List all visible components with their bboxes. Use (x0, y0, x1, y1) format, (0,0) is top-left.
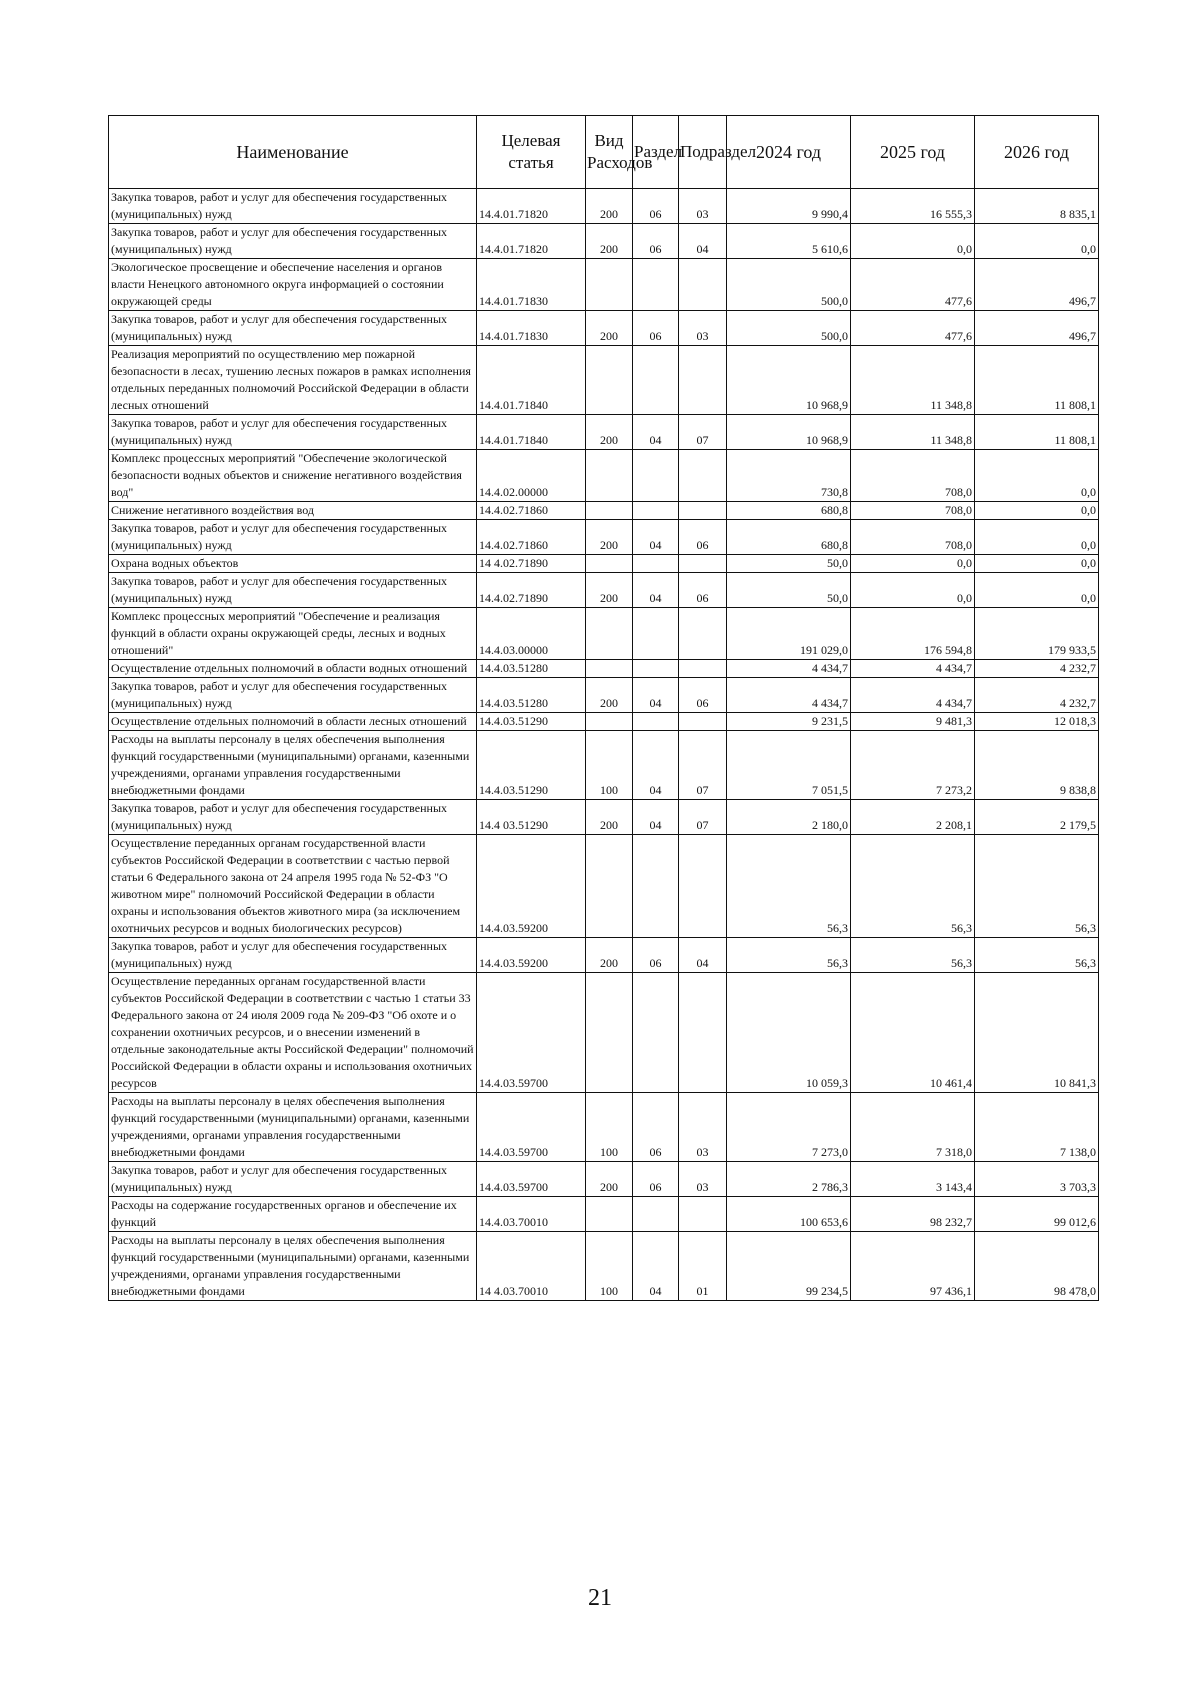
cell-name: Осуществление отдельных полномочий в области водных отношений (109, 660, 477, 678)
cell-expense-type: 200 (586, 678, 633, 713)
cell-subsection (679, 713, 727, 731)
cell-section: 06 (633, 938, 679, 973)
cell-2024: 9 990,4 (727, 189, 851, 224)
table-header (109, 116, 1099, 189)
cell-target-code: 14.4.02.71890 (477, 573, 586, 608)
cell-section: 04 (633, 415, 679, 450)
cell-2024: 9 231,5 (727, 713, 851, 731)
cell-expense-type (586, 450, 633, 502)
cell-section (633, 502, 679, 520)
cell-section: 04 (633, 800, 679, 835)
cell-2024: 191 029,0 (727, 608, 851, 660)
cell-2026: 179 933,5 (975, 608, 1099, 660)
cell-subsection: 07 (679, 800, 727, 835)
table-row (109, 835, 1099, 938)
cell-2025: 708,0 (851, 450, 975, 502)
cell-2026: 56,3 (975, 835, 1099, 938)
cell-2024: 7 273,0 (727, 1093, 851, 1162)
cell-2024: 100 653,6 (727, 1197, 851, 1232)
cell-name: Экологическое просвещение и обеспечение населения и органов власти Ненецкого автономного округа информацией о состоянии окружающей среды (109, 259, 477, 311)
cell-name: Закупка товаров, работ и услуг для обеспечения государственных (муниципальных) нужд (109, 573, 477, 608)
cell-expense-type: 200 (586, 800, 633, 835)
cell-subsection (679, 555, 727, 573)
header-target: Целевая статья (477, 116, 586, 189)
cell-section: 04 (633, 520, 679, 555)
cell-target-code: 14.4.02.00000 (477, 450, 586, 502)
cell-subsection (679, 1197, 727, 1232)
cell-expense-type (586, 1197, 633, 1232)
cell-name: Закупка товаров, работ и услуг для обеспечения государственных (муниципальных) нужд (109, 938, 477, 973)
cell-2026: 12 018,3 (975, 713, 1099, 731)
cell-2026: 0,0 (975, 450, 1099, 502)
cell-name: Закупка товаров, работ и услуг для обеспечения государственных (муниципальных) нужд (109, 678, 477, 713)
cell-name: Расходы на выплаты персоналу в целях обеспечения выполнения функций государственными (муниципальными) органами, казенными учреждениями, органами управления государственными внебюджетными фондами (109, 731, 477, 800)
cell-2025: 11 348,8 (851, 415, 975, 450)
header-2026: 2026 год (975, 116, 1099, 189)
cell-section (633, 608, 679, 660)
cell-2025: 16 555,3 (851, 189, 975, 224)
cell-2026: 3 703,3 (975, 1162, 1099, 1197)
cell-expense-type: 200 (586, 415, 633, 450)
cell-target-code: 14.4.03.51290 (477, 713, 586, 731)
cell-target-code: 14.4.02.71860 (477, 520, 586, 555)
cell-expense-type (586, 835, 633, 938)
cell-2024: 730,8 (727, 450, 851, 502)
cell-name: Осуществление отдельных полномочий в области лесных отношений (109, 713, 477, 731)
cell-section: 06 (633, 224, 679, 259)
cell-expense-type: 200 (586, 189, 633, 224)
cell-expense-type (586, 713, 633, 731)
table-row (109, 1197, 1099, 1232)
cell-name: Закупка товаров, работ и услуг для обеспечения государственных (муниципальных) нужд (109, 800, 477, 835)
cell-section: 06 (633, 311, 679, 346)
cell-expense-type (586, 608, 633, 660)
cell-2024: 2 180,0 (727, 800, 851, 835)
cell-2025: 97 436,1 (851, 1232, 975, 1301)
table-row (109, 573, 1099, 608)
cell-subsection (679, 608, 727, 660)
cell-target-code: 14.4.02.71860 (477, 502, 586, 520)
table-body (109, 189, 1099, 1301)
cell-expense-type (586, 502, 633, 520)
budget-table (108, 115, 1099, 1301)
cell-2024: 56,3 (727, 938, 851, 973)
cell-2026: 2 179,5 (975, 800, 1099, 835)
cell-2026: 10 841,3 (975, 973, 1099, 1093)
cell-name: Закупка товаров, работ и услуг для обеспечения государственных (муниципальных) нужд (109, 311, 477, 346)
cell-target-code: 14.4.03.51280 (477, 660, 586, 678)
table-row (109, 731, 1099, 800)
cell-subsection (679, 450, 727, 502)
cell-2025: 708,0 (851, 502, 975, 520)
cell-expense-type (586, 973, 633, 1093)
page-number: 21 (588, 1585, 612, 1611)
cell-2025: 10 461,4 (851, 973, 975, 1093)
cell-name: Закупка товаров, работ и услуг для обеспечения государственных (муниципальных) нужд (109, 189, 477, 224)
cell-2025: 0,0 (851, 555, 975, 573)
table-row (109, 938, 1099, 973)
cell-2024: 50,0 (727, 573, 851, 608)
table-row (109, 678, 1099, 713)
cell-section (633, 660, 679, 678)
table-row (109, 189, 1099, 224)
cell-2026: 0,0 (975, 224, 1099, 259)
cell-section (633, 973, 679, 1093)
cell-subsection: 07 (679, 415, 727, 450)
cell-2025: 7 318,0 (851, 1093, 975, 1162)
cell-2024: 7 051,5 (727, 731, 851, 800)
table-row (109, 259, 1099, 311)
cell-2024: 680,8 (727, 520, 851, 555)
header-section: Раздел (633, 116, 679, 189)
cell-expense-type: 200 (586, 1162, 633, 1197)
cell-2024: 5 610,6 (727, 224, 851, 259)
cell-2024: 10 059,3 (727, 973, 851, 1093)
cell-2024: 500,0 (727, 311, 851, 346)
table-row (109, 311, 1099, 346)
header-2024: 2024 год (727, 116, 851, 189)
cell-section (633, 713, 679, 731)
cell-2025: 2 208,1 (851, 800, 975, 835)
cell-expense-type (586, 259, 633, 311)
cell-2024: 2 786,3 (727, 1162, 851, 1197)
table-row (109, 1232, 1099, 1301)
cell-name: Комплекс процессных мероприятий "Обеспечение и реализация функций в области охраны окружающей среды, лесных и водных отношений" (109, 608, 477, 660)
cell-2026: 496,7 (975, 259, 1099, 311)
cell-subsection: 04 (679, 224, 727, 259)
cell-target-code: 14.4.01.71840 (477, 415, 586, 450)
cell-2025: 56,3 (851, 938, 975, 973)
cell-2025: 477,6 (851, 259, 975, 311)
cell-name: Закупка товаров, работ и услуг для обеспечения государственных (муниципальных) нужд (109, 224, 477, 259)
cell-2024: 10 968,9 (727, 346, 851, 415)
cell-subsection: 07 (679, 731, 727, 800)
header-subsection: Подраздел (679, 116, 727, 189)
cell-section (633, 346, 679, 415)
cell-2026: 0,0 (975, 573, 1099, 608)
cell-name: Осуществление переданных органам государственной власти субъектов Российской Федерации в соответствии с частью 1 статьи 33 Федерального закона от 24 июля 2009 года № 209-ФЗ "Об охоте и о сохранении охотничьих ресурсов, и о внесении изменений в отдельные законодательные акты Российской Федерации" полномочий Российской Федерации в области охраны и использования охотничьих ресурсов (109, 973, 477, 1093)
cell-2025: 0,0 (851, 573, 975, 608)
cell-2025: 708,0 (851, 520, 975, 555)
cell-name: Закупка товаров, работ и услуг для обеспечения государственных (муниципальных) нужд (109, 520, 477, 555)
cell-expense-type: 200 (586, 520, 633, 555)
cell-2024: 99 234,5 (727, 1232, 851, 1301)
cell-2026: 0,0 (975, 502, 1099, 520)
cell-section: 04 (633, 573, 679, 608)
cell-section: 06 (633, 189, 679, 224)
cell-2026: 98 478,0 (975, 1232, 1099, 1301)
table-row (109, 555, 1099, 573)
cell-subsection: 03 (679, 1093, 727, 1162)
cell-name: Комплекс процессных мероприятий "Обеспечение экологической безопасности водных объектов и снижение негативного воздействия вод" (109, 450, 477, 502)
cell-2026: 0,0 (975, 520, 1099, 555)
cell-2025: 3 143,4 (851, 1162, 975, 1197)
cell-subsection: 06 (679, 520, 727, 555)
cell-expense-type: 100 (586, 1232, 633, 1301)
cell-subsection: 01 (679, 1232, 727, 1301)
cell-target-code: 14.4.01.71840 (477, 346, 586, 415)
cell-2026: 8 835,1 (975, 189, 1099, 224)
cell-name: Расходы на содержание государственных органов и обеспечение их функций (109, 1197, 477, 1232)
cell-2025: 4 434,7 (851, 660, 975, 678)
cell-subsection: 06 (679, 678, 727, 713)
cell-expense-type: 100 (586, 1093, 633, 1162)
table-row (109, 1093, 1099, 1162)
table-row (109, 415, 1099, 450)
cell-2025: 7 273,2 (851, 731, 975, 800)
cell-target-code: 14.4.01.71830 (477, 311, 586, 346)
cell-target-code: 14.4.03.51280 (477, 678, 586, 713)
cell-target-code: 14.4.03.00000 (477, 608, 586, 660)
cell-section: 06 (633, 1093, 679, 1162)
cell-expense-type: 200 (586, 224, 633, 259)
cell-2025: 98 232,7 (851, 1197, 975, 1232)
cell-target-code: 14.4.03.59200 (477, 835, 586, 938)
cell-target-code: 14.4.03.59200 (477, 938, 586, 973)
cell-expense-type: 200 (586, 311, 633, 346)
cell-name: Расходы на выплаты персоналу в целях обеспечения выполнения функций государственными (муниципальными) органами, казенными учреждениями, органами управления государственными внебюджетными фондами (109, 1093, 477, 1162)
cell-2026: 99 012,6 (975, 1197, 1099, 1232)
cell-section (633, 1197, 679, 1232)
cell-section (633, 555, 679, 573)
cell-section: 06 (633, 1162, 679, 1197)
table-row (109, 1162, 1099, 1197)
cell-expense-type: 200 (586, 938, 633, 973)
cell-2026: 4 232,7 (975, 660, 1099, 678)
table-row (109, 450, 1099, 502)
cell-target-code: 14.4.01.71820 (477, 189, 586, 224)
cell-2026: 56,3 (975, 938, 1099, 973)
cell-target-code: 14.4.01.71820 (477, 224, 586, 259)
cell-subsection: 03 (679, 189, 727, 224)
cell-subsection (679, 502, 727, 520)
cell-expense-type: 100 (586, 731, 633, 800)
cell-name: Снижение негативного воздействия вод (109, 502, 477, 520)
cell-2025: 56,3 (851, 835, 975, 938)
cell-2026: 4 232,7 (975, 678, 1099, 713)
cell-2024: 10 968,9 (727, 415, 851, 450)
cell-subsection (679, 346, 727, 415)
table-row (109, 660, 1099, 678)
cell-section (633, 835, 679, 938)
header-2025: 2025 год (851, 116, 975, 189)
header-name: Наименование (109, 116, 477, 189)
cell-subsection (679, 835, 727, 938)
cell-target-code: 14.4.03.59700 (477, 1093, 586, 1162)
cell-section (633, 450, 679, 502)
cell-target-code: 14 4.03.70010 (477, 1232, 586, 1301)
cell-2025: 4 434,7 (851, 678, 975, 713)
cell-subsection (679, 259, 727, 311)
cell-target-code: 14.4.03.51290 (477, 731, 586, 800)
table-row (109, 520, 1099, 555)
cell-section (633, 259, 679, 311)
cell-2026: 496,7 (975, 311, 1099, 346)
table-row (109, 608, 1099, 660)
cell-target-code: 14.4.03.59700 (477, 1162, 586, 1197)
cell-2024: 50,0 (727, 555, 851, 573)
table-row (109, 713, 1099, 731)
cell-2025: 477,6 (851, 311, 975, 346)
cell-2026: 0,0 (975, 555, 1099, 573)
table-row (109, 502, 1099, 520)
cell-2024: 4 434,7 (727, 660, 851, 678)
cell-expense-type: 200 (586, 573, 633, 608)
cell-2026: 7 138,0 (975, 1093, 1099, 1162)
cell-name: Закупка товаров, работ и услуг для обеспечения государственных (муниципальных) нужд (109, 1162, 477, 1197)
cell-subsection: 04 (679, 938, 727, 973)
cell-2024: 56,3 (727, 835, 851, 938)
cell-name: Осуществление переданных органам государственной власти субъектов Российской Федерации в соответствии с частью первой статьи 6 Федерального закона от 24 апреля 1995 года № 52-ФЗ "О животном мире" полномочий Российской Федерации в области охраны и использования объектов животного мира (за исключением охотничьих ресурсов и водных биологических ресурсов) (109, 835, 477, 938)
cell-2024: 4 434,7 (727, 678, 851, 713)
table-row (109, 346, 1099, 415)
cell-name: Закупка товаров, работ и услуг для обеспечения государственных (муниципальных) нужд (109, 415, 477, 450)
cell-2026: 11 808,1 (975, 346, 1099, 415)
cell-section: 04 (633, 731, 679, 800)
table-row (109, 800, 1099, 835)
cell-subsection (679, 973, 727, 1093)
cell-subsection: 03 (679, 311, 727, 346)
cell-2025: 11 348,8 (851, 346, 975, 415)
cell-subsection: 03 (679, 1162, 727, 1197)
cell-expense-type (586, 555, 633, 573)
cell-expense-type (586, 660, 633, 678)
cell-target-code: 14.4 03.51290 (477, 800, 586, 835)
cell-section: 04 (633, 1232, 679, 1301)
cell-expense-type (586, 346, 633, 415)
table-row (109, 973, 1099, 1093)
cell-name: Расходы на выплаты персоналу в целях обеспечения выполнения функций государственными (муниципальными) органами, казенными учреждениями, органами управления государственными внебюджетными фондами (109, 1232, 477, 1301)
cell-name: Реализация мероприятий по осуществлению мер пожарной безопасности в лесах, тушению лесных пожаров в рамках исполнения отдельных переданных полномочий Российской Федерации в области лесных отношений (109, 346, 477, 415)
cell-2024: 680,8 (727, 502, 851, 520)
cell-subsection (679, 660, 727, 678)
cell-target-code: 14.4.03.59700 (477, 973, 586, 1093)
cell-section: 04 (633, 678, 679, 713)
cell-2025: 9 481,3 (851, 713, 975, 731)
cell-2025: 0,0 (851, 224, 975, 259)
cell-2024: 500,0 (727, 259, 851, 311)
header-expense-type: Вид Расходов (586, 116, 633, 189)
cell-target-code: 14.4.01.71830 (477, 259, 586, 311)
cell-target-code: 14 4.02.71890 (477, 555, 586, 573)
cell-target-code: 14.4.03.70010 (477, 1197, 586, 1232)
cell-subsection: 06 (679, 573, 727, 608)
cell-2025: 176 594,8 (851, 608, 975, 660)
cell-name: Охрана водных объектов (109, 555, 477, 573)
cell-2026: 9 838,8 (975, 731, 1099, 800)
cell-2026: 11 808,1 (975, 415, 1099, 450)
table-row (109, 224, 1099, 259)
